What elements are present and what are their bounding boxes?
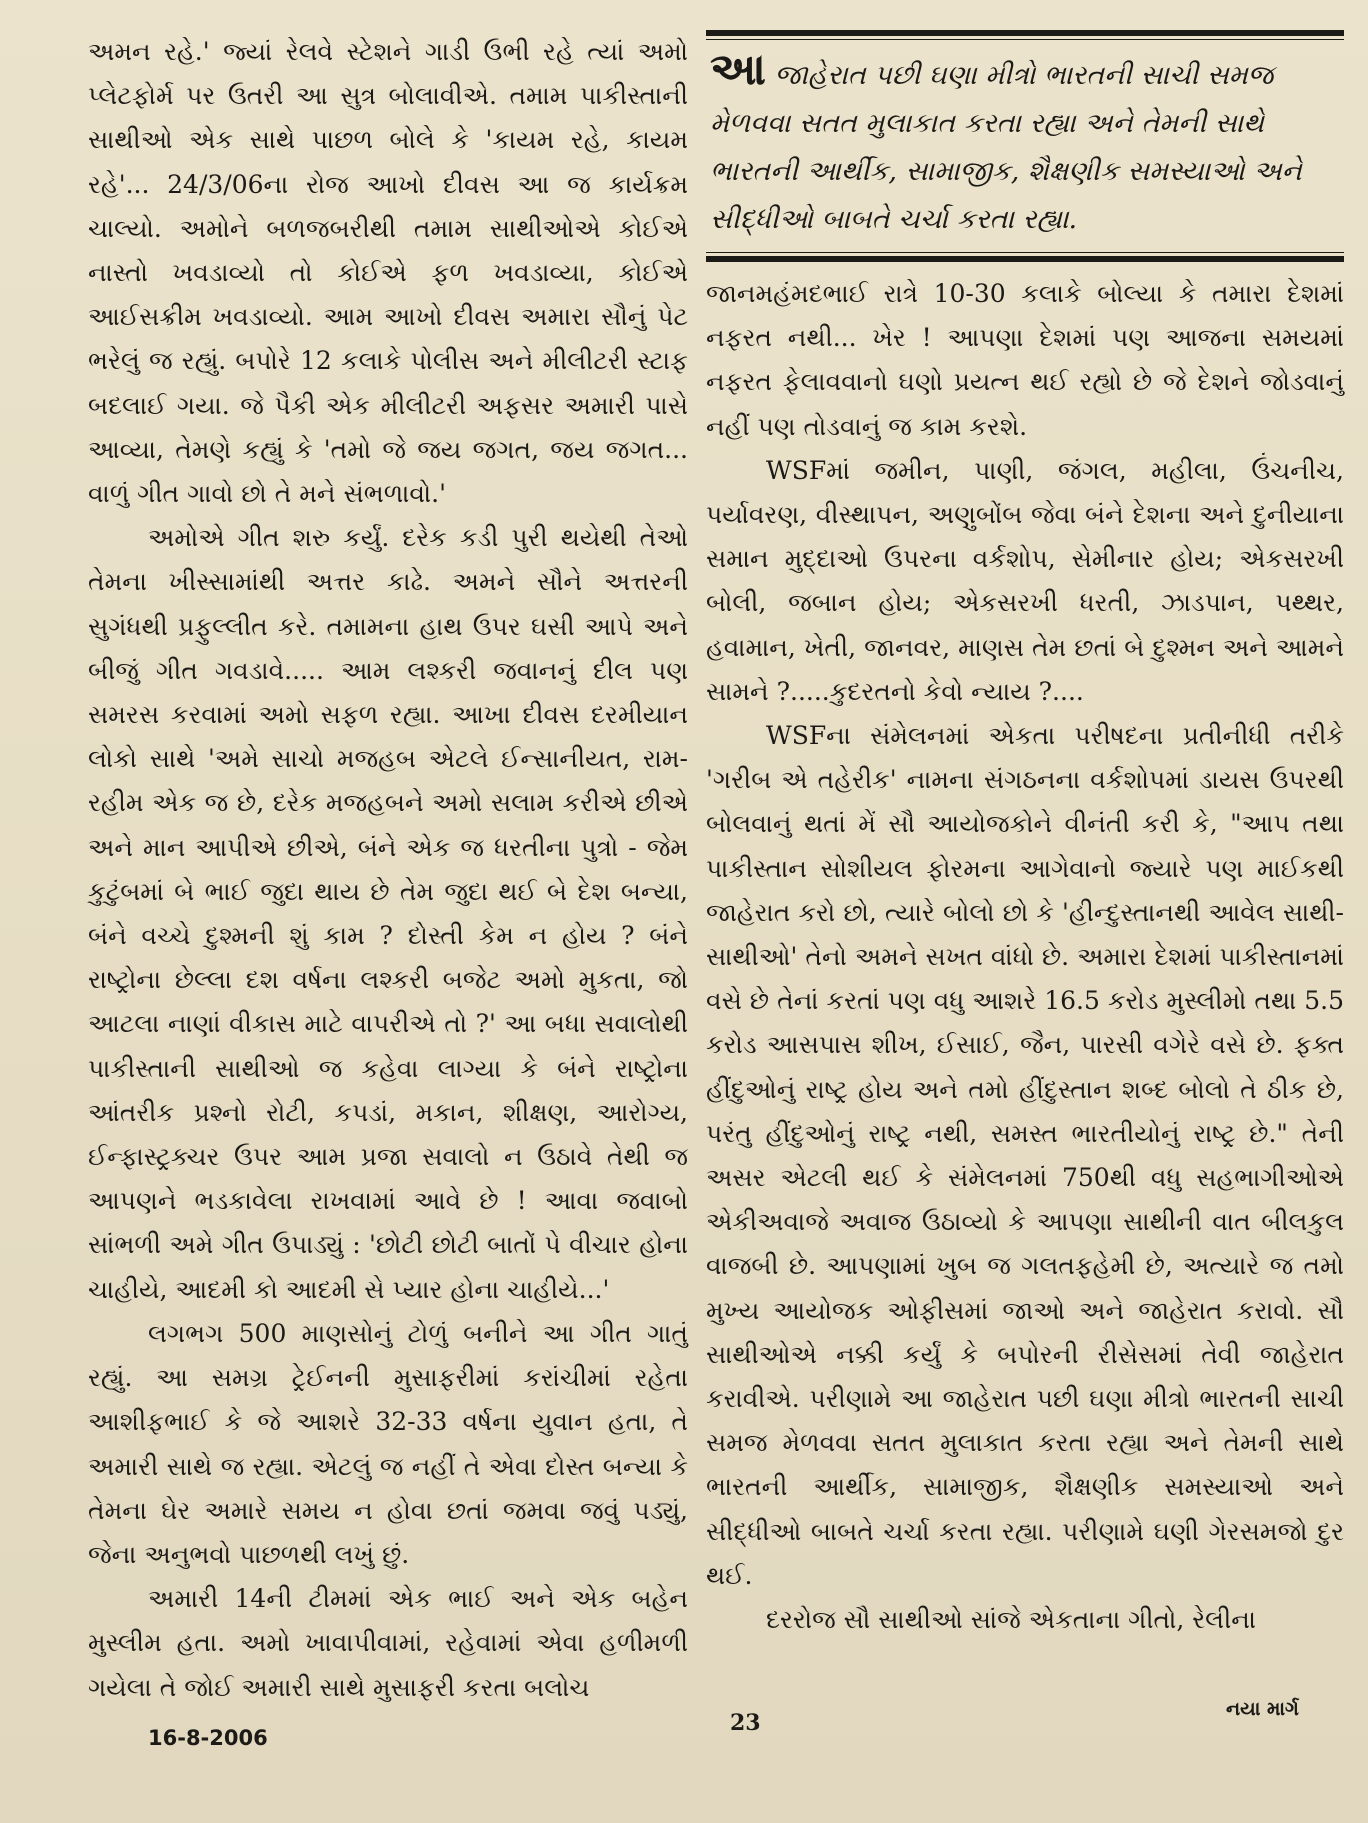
paragraph: WSFમાં જમીન, પાણી, જંગલ, મહીલા, ઉંચનીચ, પર્યાવરણ, વીસ્થાપન, અણુબોંબ જેવા બંને દેશના અને દુનીયાના સમાન મુદ્દાઓ ઉપરના વર્કશોપ, સેમીનાર હોય; એકસરખી બોલી, જબાન હોય; એકસરખી ધરતી, ઝાડપાન, પથ્થર, હવામાન, ખેતી, જાનવર, માણસ તેમ છતાં બે દુશ્મન અને આમને સામને ?.....કુદરતનો કેવો ન્યાય ?.... xyxy=(706,455,1344,706)
publication-name: નયા માર્ગ xyxy=(1226,1698,1299,1720)
paragraph: લગભગ 500 માણસોનું ટોળું બનીને આ ગીત ગાતું રહ્યું. આ સમગ્ર ટ્રેઈનની મુસાફરીમાં કરાંચીમાં રહેતા આશીફભાઈ કે જે આશરે 32-33 વર્ષના યુવાન હતા, તે અમારી સાથે જ રહ્યા. એટલું જ નહીં તે એવા દોસ્ત બન્યા કે તેમના ઘેર અમારે સમય ન હોવા છતાં જમવા જવું પડ્યું, જેના અનુભવો પાછળથી લખું છું. xyxy=(88,1318,688,1569)
pull-quote xyxy=(710,46,1340,244)
left-column xyxy=(88,30,688,1710)
footer-date: 16-8-2006 xyxy=(148,1726,268,1750)
paragraph: અમારી 14ની ટીમમાં એક ભાઈ અને એક બહેન મુસ્લીમ હતા. અમો ખાવાપીવામાં, રહેવામાં એવા હળીમળી ગયેલા તે જોઈ અમારી સાથે મુસાફરી કરતા બલોચ xyxy=(88,1584,688,1702)
right-column xyxy=(706,30,1344,1642)
pull-quote-box xyxy=(706,30,1344,262)
paragraph: WSFના સંમેલનમાં એકતા પરીષદના પ્રતીનીધી તરીકે 'ગરીબ એ તહેરીક' નામના સંગઠનના વર્કશોપમાં ડાયસ ઉપરથી બોલવાનું થતાં મેં સૌ આયોજકોને વીનંતી કરી કે, "આપ તથા પાકીસ્તાન સોશીયલ ફોરમના આગેવાનો જ્યારે પણ માઈકથી જાહેરાત કરો છો, ત્યારે બોલો છો કે 'હીન્દુસ્તાનથી આવેલ સાથી-સાથીઓ' તેનો અમને સખત વાંધો છે. અમારા દેશમાં પાકીસ્તાનમાં વસે છે તેનાં કરતાં પણ વધુ આશરે 16.5 કરોડ મુસ્લીમો તથા 5.5 કરોડ આસપાસ શીખ, ઈસાઈ, જૈન, પારસી વગેરે વસે છે. ફક્ત હીંદુઓનું રાષ્ટ્ર હોય અને તમો હીંદુસ્તાન શબ્દ બોલો તે ઠીક છે, પરંતુ હીંદુઓનું રાષ્ટ્ર નથી, સમસ્ત ભારતીયોનું રાષ્ટ્ર છે." તેની અસર એટલી થઈ કે સંમેલનમાં 750થી વધુ સહભાગીઓએ એકીઅવાજે અવાજ ઉઠાવ્યો કે આપણા સાથીની વાત બીલકુલ વાજબી છે. આપણામાં ખુબ જ ગલતફહેમી છે, અત્યારે જ તમો મુખ્ય આયોજક ઓફીસમાં જાઓ અને જાહેરાત કરાવો. સૌ સાથીઓએ નક્કી કર્યું કે બપોરની રીસેસમાં તેવી જાહેરાત કરાવીએ. પરીણામે આ જાહેરાત પછી ઘણા મીત્રો ભારતની સાચી સમજ મેળવવા સતત મુલાકાત કરતા રહ્યા અને તેમની સાથે ભારતની આર્થીક, સામાજીક, શૈક્ષણીક સમસ્યાઓ અને સીદ્ધીઓ બાબતે ચર્ચા કરતા રહ્યા. પરીણામે ઘણી ગેરસમજો દુર થઈ. xyxy=(706,721,1344,1590)
paragraph: દરરોજ સૌ સાથીઓ સાંજે એકતાના ગીતો, રેલીના xyxy=(766,1605,1256,1635)
paragraph: અમોએ ગીત શરુ કર્યું. દરેક કડી પુરી થયેથી તેઓ તેમના ખીસ્સામાંથી અત્તર કાઢે. અમને સૌને અત્તરની સુગંધથી પ્રફુલ્લીત કરે. તમામના હાથ ઉપર ઘસી આપે અને બીજું ગીત ગવડાવે..... આમ લશ્કરી જવાનનું દીલ પણ સમરસ કરવામાં અમો સફળ રહ્યા. આખા દીવસ દરમીયાન લોકો સાથે 'અમે સાચો મજહબ એટલે ઈન્સાનીયત, રામ-રહીમ એક જ છે, દરેક મજહબને અમો સલામ કરીએ છીએ અને માન આપીએ છીએ, બંને એક જ ધરતીના પુત્રો - જેમ કુટુંબમાં બે ભાઈ જુદા થાય છે તેમ જુદા થઈ બે દેશ બન્યા, બંને વચ્ચે દુશ્મની શું કામ ? દોસ્તી કેમ ન હોય ? બંને રાષ્ટ્રોના છેલ્લા દશ વર્ષના લશ્કરી બજેટ અમો મુકતા, જો આટલા નાણાં વીકાસ માટે વાપરીએ તો ?' આ બધા સવાલોથી પાકીસ્તાની સાથીઓ જ કહેવા લાગ્યા કે બંને રાષ્ટ્રોના આંતરીક પ્રશ્નો રોટી, કપડાં, મકાન, શીક્ષણ, આરોગ્ય, ઈન્ફાસ્ટ્રક્ચર ઉપર આમ પ્રજા સવાલો ન ઉઠાવે તેથી જ આપણને ભડકાવેલા રાખવામાં આવે છે ! આવા જવાબો સાંભળી અમે ગીત ઉપાડ્યું : 'છોટી છોટી બાતોં પે વીચાર હોના ચાહીયે, આદમી કો આદમી સે પ્યાર હોના ચાહીયે...' xyxy=(88,523,688,1304)
paragraph: અમન રહે.' જ્યાં રેલવે સ્ટેશને ગાડી ઉભી રહે ત્યાં અમો પ્લેટફોર્મ પર ઉતરી આ સુત્ર બોલાવીએ. તમામ પાકીસ્તાની સાથીઓ એક સાથે પાછળ બોલે કે 'કાયમ રહે, કાયમ રહે'... 24/3/06ના રોજ આખો દીવસ આ જ કાર્યક્રમ ચાલ્યો. અમોને બળજબરીથી તમામ સાથીઓએ કોઈએ નાસ્તો ખવડાવ્યો તો કોઈએ ફળ ખવડાવ્યા, કોઈએ આઈસક્રીમ ખવડાવ્યો. આમ આખો દીવસ અમારા સૌનું પેટ ભરેલું જ રહ્યું. બપોરે 12 કલાકે પોલીસ અને મીલીટરી સ્ટાફ બદલાઈ ગયા. જે પૈકી એક મીલીટરી અફસર અમારી પાસે આવ્યા, તેમણે કહ્યું કે 'તમો જે જય જગત, જય જગત... વાળું ગીત ગાવો છો તે મને સંભળાવો.' xyxy=(88,37,688,509)
paragraph: જાનમહંમદભાઈ રાત્રે 10-30 કલાકે બોલ્યા કે તમારા દેશમાં નફરત નથી... ખેર ! આપણા દેશમાં પણ આજના સમયમાં નફરત ફેલાવવાનો ઘણો પ્રયત્ન થઈ રહ્યો છે જે દેશને જોડવાનું નહીં પણ તોડવાનું જ કામ કરશે. xyxy=(706,279,1344,441)
page-number: 23 xyxy=(730,1710,761,1736)
pull-quote-lead: આ xyxy=(710,44,766,95)
pull-quote-text: જાહેરાત પછી ઘણા મીત્રો ભારતની સાચી સમજ મેળવવા સતત મુલાકાત કરતા રહ્યા અને તેમની સાથે ભારતની આર્થીક, સામાજીક, શૈક્ષણીક સમસ્યાઓ અને સીદ્ધીઓ બાબતે ચર્ચા કરતા રહ્યા. xyxy=(710,60,1302,235)
